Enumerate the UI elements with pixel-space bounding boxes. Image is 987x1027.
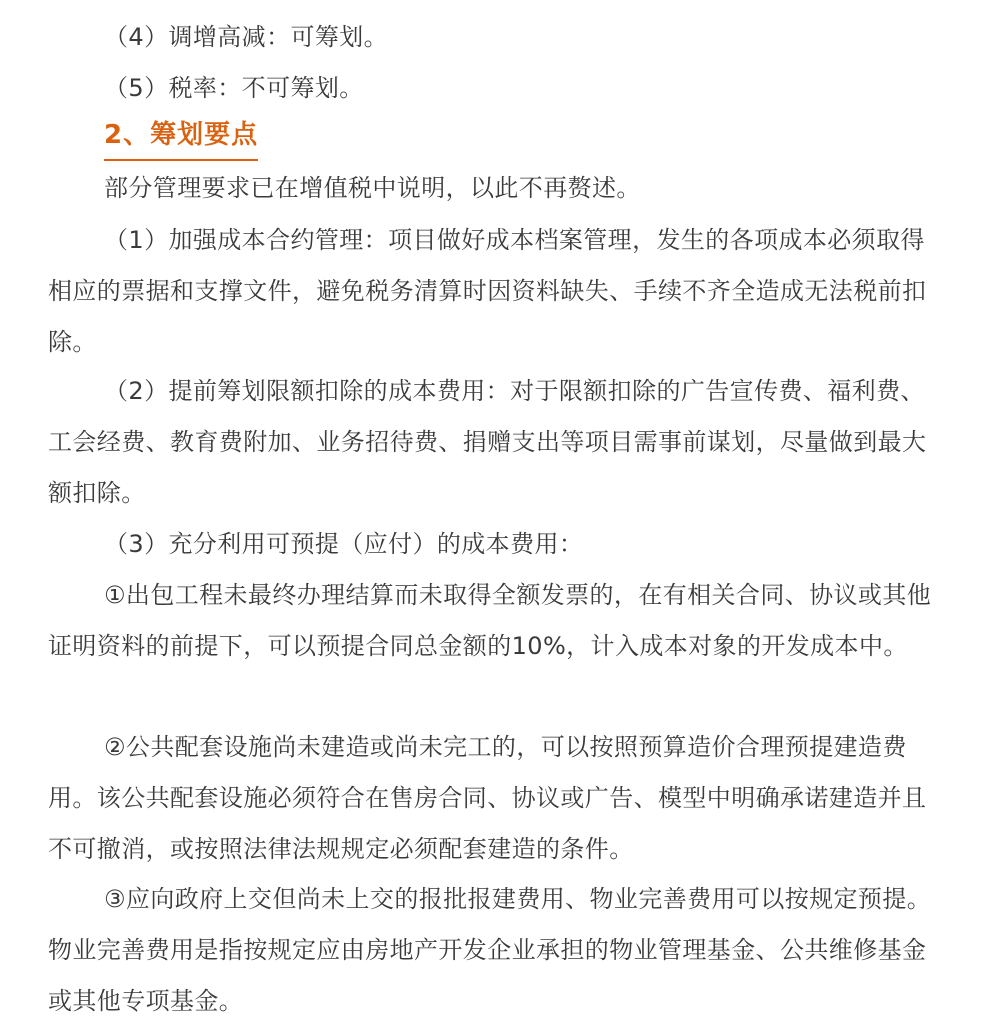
item-5-line: （5）税率：不可筹划。 [104, 74, 364, 102]
point-3-paragraph: （3）充分利用可预提（应付）的成本费用： [104, 530, 584, 558]
subpoint-2-paragraph: ②公共配套设施尚未建造或尚未完工的，可以按照预算造价合理预提建造费用。该公共配套设施必须符合在售房合同、协议或广告、模型中明确承诺建造并且不可撤消，或按照法律法规规定必须配套建造的条件。 [48, 733, 927, 863]
intro-paragraph: 部分管理要求已在增值税中说明，以此不再赘述。 [104, 174, 641, 202]
item-4-line: （4）调增高减：可筹划。 [104, 23, 389, 51]
point-2-paragraph: （2）提前筹划限额扣除的成本费用：对于限额扣除的广告宣传费、福利费、工会经费、教育费附加、业务招待费、捐赠支出等项目需事前谋划，尽量做到最大额扣除。 [48, 377, 927, 507]
section-heading: 2、筹划要点 [104, 113, 258, 161]
subpoint-3-paragraph: ③应向政府上交但尚未上交的报批报建费用、物业完善费用可以按规定预提。物业完善费用是指按规定应由房地产开发企业承担的物业管理基金、公共维修基金或其他专项基金。 [48, 885, 932, 1015]
subpoint-1-paragraph: ①出包工程未最终办理结算而未取得全额发票的，在有相关合同、协议或其他证明资料的前提下，可以预提合同总金额的10%，计入成本对象的开发成本中。 [48, 581, 932, 660]
point-1-paragraph: （1）加强成本合约管理：项目做好成本档案管理，发生的各项成本必须取得相应的票据和支撑文件，避免税务清算时因资料缺失、手续不齐全造成无法税前扣除。 [48, 226, 927, 356]
